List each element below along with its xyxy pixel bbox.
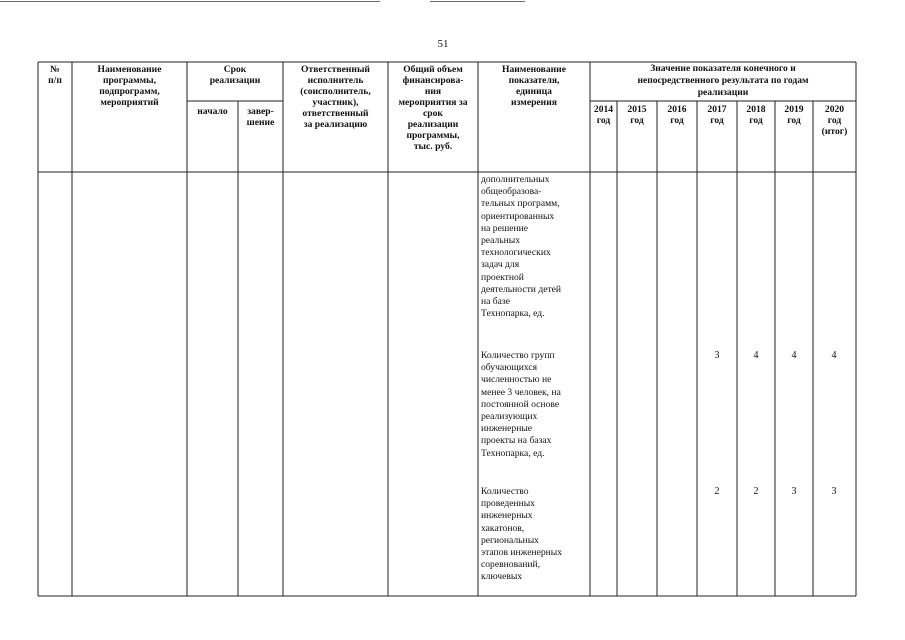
table-row-indicator [481,350,561,460]
header-program-name [72,64,187,108]
header-num-line: п/п [48,75,62,86]
value-2018: 2 [753,486,759,497]
value-2020: 4 [831,350,837,361]
header-num [38,64,72,86]
header-year-2015 [617,104,657,126]
header-year-line: (итог) [821,126,848,137]
header-responsible-line: участник), [312,97,359,108]
header-year-line: 2020 [824,104,845,115]
header-values-line: непосредственного результата по годам [637,75,809,86]
header-year-2014 [590,104,617,126]
header-indicator-line: показателя, [508,75,560,86]
indicator-line: Количество групп [481,350,555,361]
header-year-line: год [596,115,611,126]
value-2020: 3 [831,486,837,497]
indicator-line: реальных [481,235,521,247]
indicator-line: Технопарка, ед. [481,308,545,320]
header-term [187,64,283,86]
header-term-start [187,106,238,117]
page-number: 51 [437,38,449,50]
indicator-line: инженерные [481,423,533,435]
header-term-end-line: шение [246,117,275,128]
indicator-line: проекты на базах [481,435,552,447]
indicator-line: деятельности детей [481,283,562,295]
indicator-line: проведенных [481,498,535,510]
header-responsible-line: (соисполнитель, [300,86,371,97]
indicator-line: проектной [481,271,524,283]
header-finance-line: тыс. руб. [413,141,453,152]
header-responsible-line: ответственный [302,108,369,119]
value-2018: 4 [753,350,759,361]
indicator-line: дополнительных [481,174,550,185]
header-finance-line: финансирова- [402,75,464,86]
indicator-line: Количество [481,486,529,497]
indicator-line: технологических [481,247,551,259]
indicator-line: реализующих [481,411,538,423]
header-finance-line: Общий объем [403,64,463,75]
indicator-line: постоянной основе [481,398,560,410]
indicator-line: на решение [481,222,529,234]
table-row-indicator [481,174,561,320]
header-year-line: год [630,115,644,126]
indicator-line: обучающихся [481,362,538,374]
header-year-line: 2016 [667,104,687,115]
value-2019: 3 [791,486,797,497]
header-responsible-line: исполнитель [307,75,364,86]
indicator-line: численностью не [481,374,552,386]
header-year-2019 [775,104,813,126]
header-year-line: год [710,115,724,126]
header-name-line: Наименование [97,64,162,75]
header-name-line: подпрограмм, [99,86,160,97]
header-term-line: реализации [209,75,261,86]
header-year-line: год [749,115,763,126]
header-year-line: 2015 [627,104,647,115]
indicator-line: общеобразова- [481,186,542,198]
header-year-2017 [697,104,737,126]
header-name-line: программы, [102,75,157,86]
scan-artifact-line-left [0,1,380,2]
header-year-2020 [813,104,856,137]
header-year-line: 2017 [707,104,727,115]
value-2017: 3 [714,350,720,361]
indicator-line: задач для [481,259,520,271]
header-num-line: № [50,64,60,75]
indicator-line: Технопарка, ед. [481,447,545,459]
indicator-line: этапов инженерных [481,547,563,559]
header-term-line: Срок [223,64,247,75]
header-values-line: реализации [697,87,749,98]
indicator-line: ориентированных [481,210,555,222]
header-year-2016 [657,104,697,126]
header-finance [388,64,478,152]
header-year-line: год [670,115,684,126]
scan-artifact-line-right [430,1,525,2]
header-year-line: год [827,115,842,126]
indicator-line: менее 3 человек, на [481,386,561,398]
indicator-line: на базе [481,296,510,308]
header-term-start-line: начало [197,106,228,117]
header-indicator-line: единица [516,86,552,97]
table-row-indicator [481,486,562,584]
header-name-line: мероприятий [100,97,159,108]
indicator-line: региональных [481,534,539,546]
header-values-line: Значение показателя конечного и [650,63,796,74]
header-responsible-line: за реализацию [303,119,368,130]
header-year-2018 [737,104,775,126]
indicator-line: хакатонов, [481,522,525,534]
header-indicator-line: измерения [511,97,557,108]
header-year-line: 2019 [784,104,804,115]
value-2019: 4 [791,350,797,361]
indicator-line: ключевых [481,571,523,583]
header-finance-line: реализации [407,119,459,130]
header-year-line: год [787,115,801,126]
header-finance-line: программы, [406,130,460,141]
header-responsible-line: Ответственный [301,64,370,75]
value-2017: 2 [714,486,720,497]
indicator-line: соревнований, [481,559,541,571]
header-indicator [478,64,590,108]
header-year-line: 2014 [593,104,614,115]
header-term-end [238,106,283,128]
indicator-line: тельных программ, [481,198,560,210]
header-responsible [283,64,388,130]
indicator-line: инженерных [481,510,533,522]
header-values-title [590,63,856,99]
header-term-end-line: завер- [247,106,274,117]
header-finance-line: мероприятия за [398,97,468,108]
header-year-line: 2018 [746,104,766,115]
header-indicator-line: Наименование [502,64,566,75]
header-finance-line: срок [423,108,443,119]
header-finance-line: ния [424,86,442,97]
